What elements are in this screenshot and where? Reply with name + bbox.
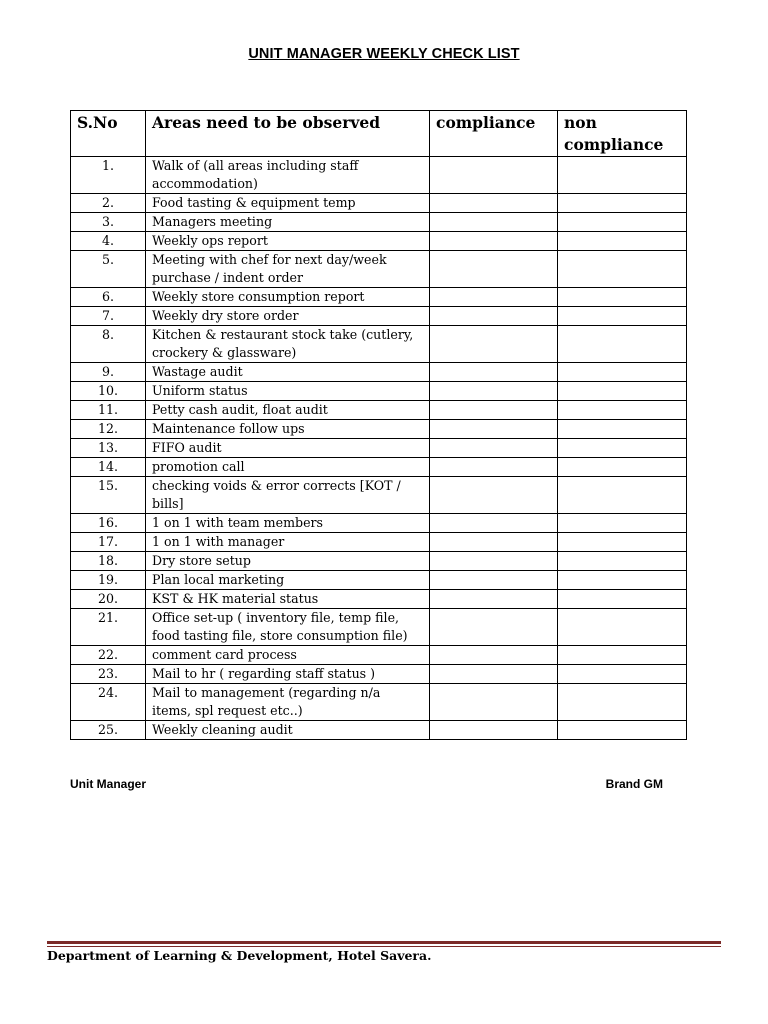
row-compliance-cell[interactable] [430, 458, 558, 477]
row-area: Office set-up ( inventory file, temp file, food tasting file, store consumption file) [146, 609, 430, 646]
table-row [71, 609, 687, 646]
table-row [71, 194, 687, 213]
row-non-compliance-cell[interactable] [558, 477, 687, 514]
row-sno: 16. [71, 514, 146, 533]
row-area: Weekly ops report [146, 232, 430, 251]
row-compliance-cell[interactable] [430, 590, 558, 609]
row-non-compliance-cell[interactable] [558, 157, 687, 194]
row-non-compliance-cell[interactable] [558, 288, 687, 307]
row-compliance-cell[interactable] [430, 571, 558, 590]
row-area: Kitchen & restaurant stock take (cutlery, crockery & glassware) [146, 326, 430, 363]
row-sno: 21. [71, 609, 146, 646]
header-sno: S.No [71, 111, 146, 157]
row-area: Plan local marketing [146, 571, 430, 590]
row-area: Uniform status [146, 382, 430, 401]
table-row [71, 665, 687, 684]
row-area: Meeting with chef for next day/week purchase / indent order [146, 251, 430, 288]
table-row [71, 571, 687, 590]
row-compliance-cell[interactable] [430, 420, 558, 439]
row-sno: 6. [71, 288, 146, 307]
row-sno: 13. [71, 439, 146, 458]
row-area: Maintenance follow ups [146, 420, 430, 439]
row-sno: 5. [71, 251, 146, 288]
row-area: Weekly store consumption report [146, 288, 430, 307]
row-non-compliance-cell[interactable] [558, 401, 687, 420]
footer-divider-thin [47, 946, 721, 947]
table-row [71, 157, 687, 194]
row-non-compliance-cell[interactable] [558, 363, 687, 382]
row-area: Mail to hr ( regarding staff status ) [146, 665, 430, 684]
row-compliance-cell[interactable] [430, 665, 558, 684]
row-area: comment card process [146, 646, 430, 665]
row-non-compliance-cell[interactable] [558, 571, 687, 590]
row-sno: 3. [71, 213, 146, 232]
row-sno: 1. [71, 157, 146, 194]
row-sno: 12. [71, 420, 146, 439]
table-row [71, 439, 687, 458]
table-row [71, 646, 687, 665]
row-compliance-cell[interactable] [430, 609, 558, 646]
row-non-compliance-cell[interactable] [558, 646, 687, 665]
row-area: checking voids & error corrects [KOT / bills] [146, 477, 430, 514]
row-compliance-cell[interactable] [430, 251, 558, 288]
table-row [71, 552, 687, 571]
row-sno: 24. [71, 684, 146, 721]
row-sno: 4. [71, 232, 146, 251]
row-compliance-cell[interactable] [430, 232, 558, 251]
row-area: Dry store setup [146, 552, 430, 571]
row-sno: 7. [71, 307, 146, 326]
table-row [71, 477, 687, 514]
row-sno: 2. [71, 194, 146, 213]
header-compliance: compliance [430, 111, 558, 157]
row-compliance-cell[interactable] [430, 363, 558, 382]
row-area: Weekly dry store order [146, 307, 430, 326]
row-sno: 19. [71, 571, 146, 590]
table-row [71, 721, 687, 740]
row-area: promotion call [146, 458, 430, 477]
row-compliance-cell[interactable] [430, 194, 558, 213]
row-compliance-cell[interactable] [430, 552, 558, 571]
row-compliance-cell[interactable] [430, 288, 558, 307]
row-compliance-cell[interactable] [430, 401, 558, 420]
row-non-compliance-cell[interactable] [558, 439, 687, 458]
row-non-compliance-cell[interactable] [558, 533, 687, 552]
table-row [71, 232, 687, 251]
row-sno: 11. [71, 401, 146, 420]
row-sno: 15. [71, 477, 146, 514]
row-area: KST & HK material status [146, 590, 430, 609]
row-non-compliance-cell[interactable] [558, 326, 687, 363]
row-area: 1 on 1 with team members [146, 514, 430, 533]
row-sno: 20. [71, 590, 146, 609]
row-area: Walk of (all areas including staff accommodation) [146, 157, 430, 194]
row-area: Food tasting & equipment temp [146, 194, 430, 213]
row-compliance-cell[interactable] [430, 307, 558, 326]
row-sno: 8. [71, 326, 146, 363]
row-non-compliance-cell[interactable] [558, 665, 687, 684]
row-non-compliance-cell[interactable] [558, 213, 687, 232]
row-non-compliance-cell[interactable] [558, 590, 687, 609]
row-compliance-cell[interactable] [430, 326, 558, 363]
footer-divider-thick [47, 941, 721, 944]
table-row [71, 420, 687, 439]
row-area: Weekly cleaning audit [146, 721, 430, 740]
table-row [71, 514, 687, 533]
table-row [71, 590, 687, 609]
row-non-compliance-cell[interactable] [558, 420, 687, 439]
table-row [71, 363, 687, 382]
row-sno: 14. [71, 458, 146, 477]
row-sno: 23. [71, 665, 146, 684]
signature-brand-gm: Brand GM [605, 777, 663, 791]
row-non-compliance-cell[interactable] [558, 194, 687, 213]
checklist-table [70, 110, 687, 740]
row-sno: 25. [71, 721, 146, 740]
row-area: Managers meeting [146, 213, 430, 232]
row-non-compliance-cell[interactable] [558, 609, 687, 646]
row-non-compliance-cell[interactable] [558, 552, 687, 571]
table-row [71, 251, 687, 288]
table-row [71, 307, 687, 326]
table-row [71, 684, 687, 721]
footer-text: Department of Learning & Development, Hotel Savera. [47, 948, 432, 963]
table-row [71, 401, 687, 420]
table-row [71, 382, 687, 401]
row-compliance-cell[interactable] [430, 477, 558, 514]
header-non-compliance: non compliance [558, 111, 687, 157]
row-non-compliance-cell[interactable] [558, 684, 687, 721]
row-area: Wastage audit [146, 363, 430, 382]
row-sno: 18. [71, 552, 146, 571]
row-non-compliance-cell[interactable] [558, 721, 687, 740]
table-row [71, 458, 687, 477]
row-compliance-cell[interactable] [430, 646, 558, 665]
row-compliance-cell[interactable] [430, 213, 558, 232]
row-compliance-cell[interactable] [430, 533, 558, 552]
row-compliance-cell[interactable] [430, 721, 558, 740]
row-sno: 22. [71, 646, 146, 665]
row-compliance-cell[interactable] [430, 684, 558, 721]
row-compliance-cell[interactable] [430, 157, 558, 194]
row-non-compliance-cell[interactable] [558, 514, 687, 533]
row-sno: 10. [71, 382, 146, 401]
table-row [71, 326, 687, 363]
header-area: Areas need to be observed [146, 111, 430, 157]
row-non-compliance-cell[interactable] [558, 382, 687, 401]
row-area: Mail to management (regarding n/a items, spl request etc..) [146, 684, 430, 721]
row-compliance-cell[interactable] [430, 382, 558, 401]
table-header-row [71, 111, 687, 157]
table-row [71, 288, 687, 307]
row-non-compliance-cell[interactable] [558, 251, 687, 288]
row-compliance-cell[interactable] [430, 514, 558, 533]
row-non-compliance-cell[interactable] [558, 458, 687, 477]
document-title: UNIT MANAGER WEEKLY CHECK LIST [248, 46, 520, 62]
row-area: 1 on 1 with manager [146, 533, 430, 552]
row-non-compliance-cell[interactable] [558, 307, 687, 326]
row-sno: 9. [71, 363, 146, 382]
row-sno: 17. [71, 533, 146, 552]
signature-unit-manager: Unit Manager [70, 777, 147, 791]
row-area: FIFO audit [146, 439, 430, 458]
table-row [71, 533, 687, 552]
row-area: Petty cash audit, float audit [146, 401, 430, 420]
row-non-compliance-cell[interactable] [558, 232, 687, 251]
row-compliance-cell[interactable] [430, 439, 558, 458]
table-row [71, 213, 687, 232]
